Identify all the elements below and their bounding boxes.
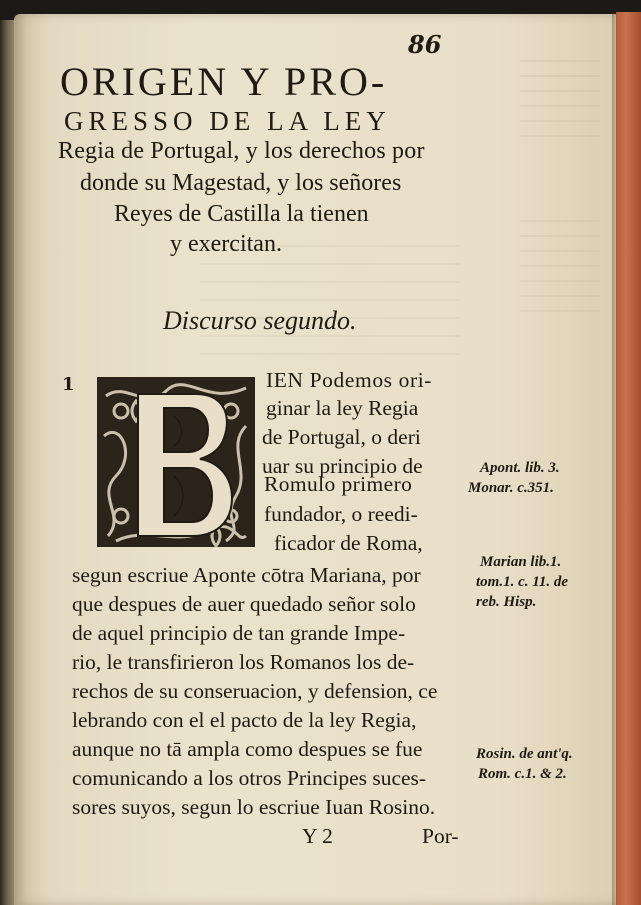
page-edge-red bbox=[616, 12, 641, 905]
margin-note-line: Rosin. de ant'q. bbox=[476, 746, 573, 762]
drop-cap-ornament-icon bbox=[96, 376, 256, 548]
title-line-2: GRESSO DE LA LEY bbox=[64, 106, 391, 136]
page-edge-shadow bbox=[612, 12, 618, 905]
margin-note-line: tom.1. c. 11. de bbox=[476, 574, 569, 590]
body-line: fundador, o reedi- bbox=[264, 502, 418, 526]
ornamental-drop-cap bbox=[96, 376, 256, 548]
body-line: ginar la ley Regia bbox=[266, 396, 419, 420]
body-line: aunque no tā ampla como despues se fue bbox=[72, 737, 423, 761]
body-line: Romulo primero bbox=[264, 472, 413, 496]
margin-note-line: Apont. lib. 3. bbox=[480, 460, 560, 476]
body-line: rechos de su conseruacion, y defension, ce bbox=[72, 679, 438, 703]
margin-note-line: reb. Hisp. bbox=[476, 594, 537, 610]
title-line-6: y exercitan. bbox=[170, 231, 282, 257]
signature-mark: Y 2 bbox=[302, 824, 333, 848]
margin-note-line: Monar. c.351. bbox=[468, 480, 554, 496]
title-line-1: ORIGEN Y PRO- bbox=[60, 59, 388, 104]
body-line: comunicando a los otros Principes suces- bbox=[72, 766, 427, 790]
body-line: uar su principio de bbox=[262, 454, 423, 478]
page-number: 86 bbox=[408, 30, 442, 59]
show-through-bleed bbox=[520, 60, 600, 150]
body-line: segun escriue Aponte cōtra Mariana, por bbox=[72, 563, 421, 587]
body-line: ficador de Roma, bbox=[274, 531, 423, 555]
show-through-bleed bbox=[200, 245, 460, 355]
paragraph-number: 1 bbox=[62, 374, 75, 395]
section-heading: Discurso segundo. bbox=[163, 306, 357, 335]
show-through-bleed bbox=[520, 220, 600, 320]
body-line: lebrando con el el pacto de la ley Regia, bbox=[72, 708, 417, 732]
body-line: de aquel principio de tan grande Impe- bbox=[72, 621, 406, 645]
body-line: de Portugal, o deri bbox=[262, 425, 421, 449]
title-line-4: donde su Magestad, y los señores bbox=[80, 170, 402, 196]
catchword: Por- bbox=[422, 824, 459, 848]
body-line: IEN Podemos ori- bbox=[266, 368, 433, 392]
body-line: sores suyos, segun lo escriue Iuan Rosino. bbox=[72, 795, 436, 819]
margin-note-line: Marian lib.1. bbox=[480, 554, 562, 570]
body-line: que despues de auer quedado señor solo bbox=[72, 592, 416, 616]
margin-note-line: Rom. c.1. & 2. bbox=[478, 766, 567, 782]
title-line-5: Reyes de Castilla la tienen bbox=[114, 201, 369, 227]
title-line-3: Regia de Portugal, y los derechos por bbox=[58, 138, 425, 164]
body-line: rio, le transfirieron los Romanos los de- bbox=[72, 650, 415, 674]
